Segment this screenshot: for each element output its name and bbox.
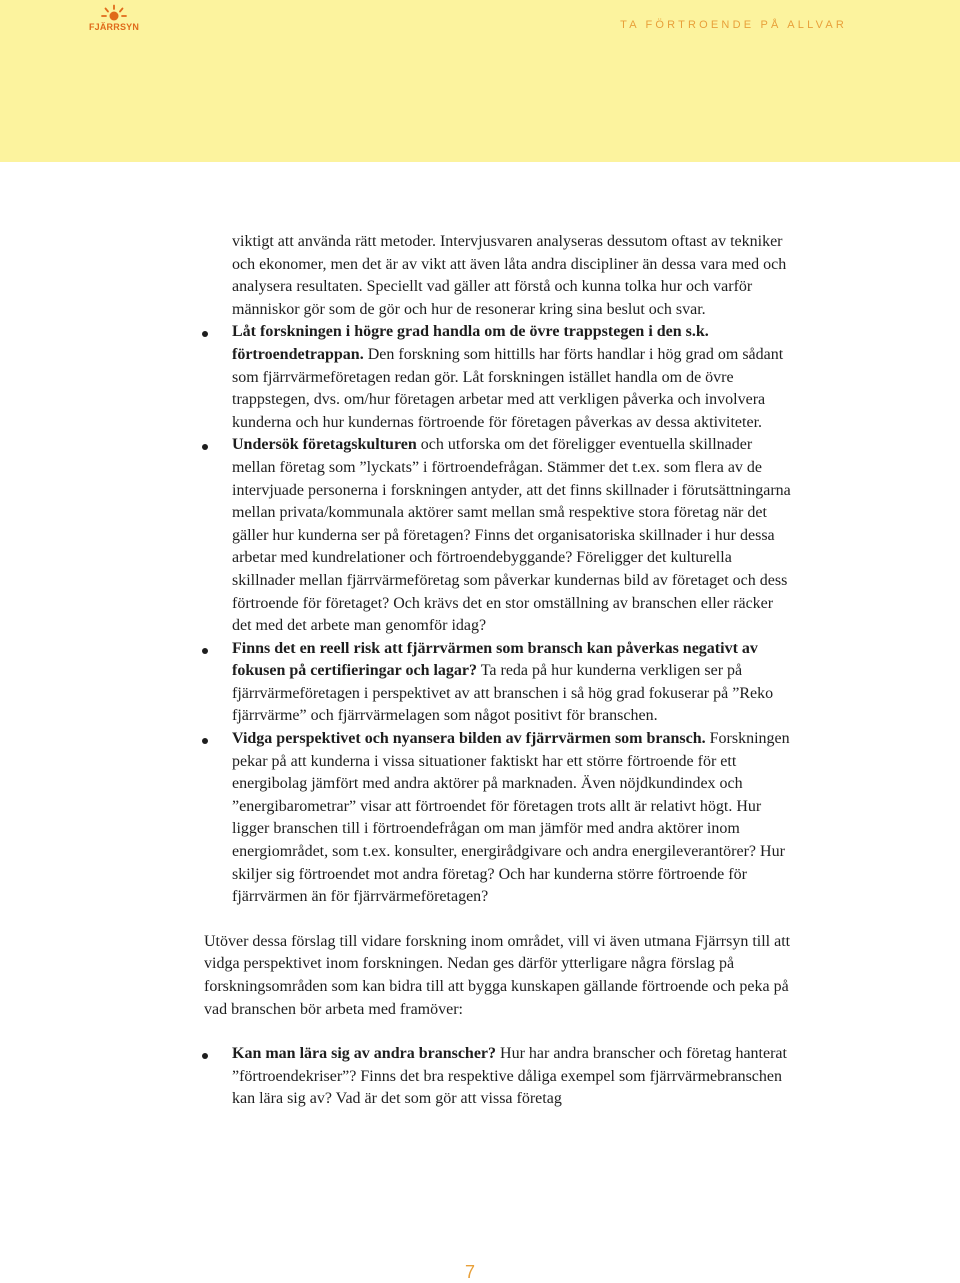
further-research-list [0, 1043, 960, 1111]
bullet-heading: Undersök företagskulturen [232, 436, 417, 454]
bullet-heading: Kan man lära sig av andra branscher? [232, 1045, 497, 1063]
list-item [232, 728, 792, 909]
fjarrsyn-logo [82, 4, 146, 38]
bullet-body: Forskningen pekar på att kunderna i vissa situationer faktiskt har ett större förtroende för ett energibolag jämfört med andra aktörer på marknaden. Även nöjdkundindex och ”energibarometrar” visar att förtroendet för företagen trots allt är relativt högt. Hur ligger branschen till i förtroendefrågan om man jämför med andra aktörer inom energiområdet, som t.ex. konsulter, energirådgivare och andra energileverantörer? Hur skiljer sig förtroendet mot andra företag? Och har kunderna större förtroende för fjärrvärmen än för fjärrvärmeföretagen? [232, 730, 790, 906]
header-band [0, 0, 960, 162]
page-content [0, 231, 960, 1111]
bullet-heading: Vidga perspektivet och nyansera bilden av fjärrvärmen som bransch. [232, 730, 706, 748]
bullet-heading: Låt forskningen i högre grad handla om de övre trappstegen i den s.k. förtroendetrappan. [232, 323, 709, 363]
bullet-icon [202, 648, 208, 654]
bullet-body: och utforska om det föreligger eventuella skillnader mellan företag som ”lyckats” i förtroendefrågan. Stämmer det t.ex. som flera av de intervjuade personerna i forskningen antyder, att det finns skillnader i förutsättningarna mellan privata/kommunala aktörer samt mellan små respektive stora företag när det gäller hur kunderna ser på företagen? Finns det organisatoriska skillnader i hur dessa arbetar med kundrelationer och förtroendebyggande? Föreligger det kulturella skillnader mellan fjärrvärmeföretag som påverkar kundernas bild av företaget och dess förtroende för företaget? Och krävs det en stor omställning av branschen eller räcker det med det arbete man genomför idag? [232, 436, 791, 635]
page-number: 7 [464, 1262, 475, 1282]
sun-icon [100, 4, 128, 22]
list-item [232, 638, 792, 728]
bullet-body: Den forskning som hittills har förts handlar i hög grad om sådant som fjärrvärmeföretagen redan gör. Låt forskningen istället handla om de övre trappstegen, dvs. om/hur företagen arbetar med att verkligen påverka och involvera kunderna och hur kundernas förtroende för företagen påverkas av dessa aktiviteter. [232, 345, 784, 431]
bullet-heading: Finns det en reell risk att fjärrvärmen som bransch kan påverkas negativt av fokusen på certifieringar och lagar? [232, 639, 758, 680]
bullet-icon [202, 444, 208, 450]
closing-paragraph: Utöver dessa förslag till vidare forskning inom området, vill vi även utmana Fjärrsyn till att vidga perspektivet inom forskningen. Nedan ges därför ytterligare några förslag på forskningsområden som kan bidra till att bygga kunskapen gällande förtroende och peka på vad branschen bör arbeta med framöver: [204, 932, 791, 1018]
bullet-icon [202, 331, 208, 337]
list-item [232, 434, 792, 637]
bullet-body: Ta reda på hur kunderna verkligen ser på fjärrvärmeföretagen i perspektivet av att branschen i så hög grad fokuserar på ”Reko fjärrvärme” och fjärrvärmelagen som något positivt för branschen. [232, 662, 774, 725]
recommendations-list [0, 321, 960, 908]
list-item [232, 1043, 792, 1111]
intro-paragraph: viktigt att använda rätt metoder. Intervjusvaren analyseras dessutom oftast av tekniker och ekonomer, men det är av vikt att även låta andra discipliner än dessa vara med och analysera resultaten. Speciellt vad gäller att förstå och kunna tolka hur och varför människor gör som de gör och hur de resonerar kring sina beslut och svar. [232, 233, 787, 318]
bullet-body: Hur har andra branscher och företag hanterat ”förtroendekriser”? Finns det bra respektive dåliga exempel som fjärrvärmebranschen kan lära sig av? Vad är det som gör att vissa företag [232, 1045, 787, 1108]
logo-text: FJÄRRSYN [88, 22, 140, 32]
bullet-icon [202, 738, 208, 744]
header-tagline: TA FÖRTROENDE PÅ ALLVAR [620, 19, 847, 31]
list-item [232, 321, 792, 434]
bullet-icon [202, 1053, 208, 1059]
